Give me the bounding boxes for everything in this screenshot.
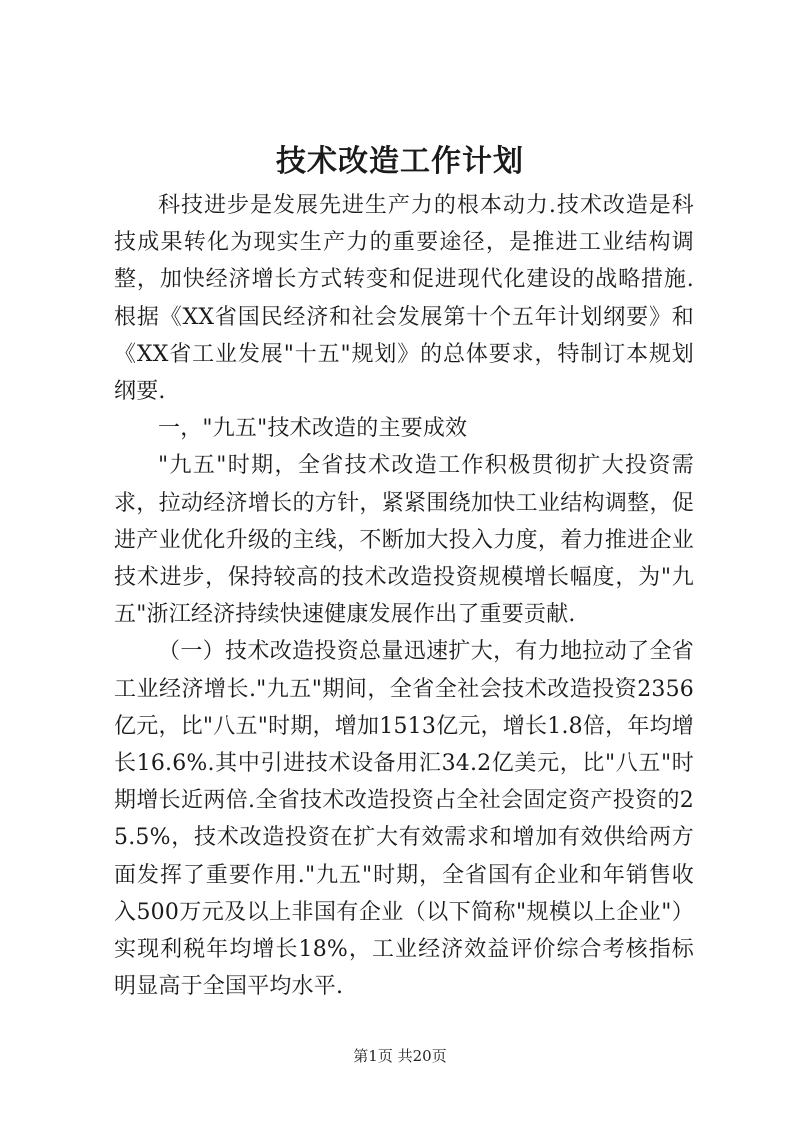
document-title: 技术改造工作计划 [276, 144, 524, 179]
section-heading: 一，"九五"技术改造的主要成效 [158, 416, 468, 442]
paragraph-overview: "九五"时期，全省技术改造工作积极贯彻扩大投资需求，拉动经济增长的方针，紧紧围绕加快工业结构调整，促进产业优化升级的主线，不断加大投入力度，着力推进企业技术进步，保持较高的技术改造投资规模增长幅度，为"九五"浙江经济持续快速健康发展作出了重要贡献. [114, 453, 694, 628]
paragraph-intro: 科技进步是发展先进生产力的根本动力.技术改造是科技成果转化为现实生产力的重要途径，是推进工业结构调整，加快经济增长方式转变和促进现代化建设的战略措施.根据《XX省国民经济和社会发展第十个五年计划纲要》和《XX省工业发展"十五"规划》的总体要求，特制订本规划纲要. [114, 193, 694, 405]
document-body [114, 187, 694, 1005]
paragraph-investment: （一）技术改造投资总量迅速扩大，有力地拉动了全省工业经济增长."九五"期间，全省全社会技术改造投资2356亿元，比"八五"时期，增加1513亿元，增长1.8倍，年均增长16.6%.其中引进技术设备用汇34.2亿美元，比"八五"时期增长近两倍.全省技术改造投资占全社会固定资产投资的25.5%，技术改造投资在扩大有效需求和增加有效供给两方面发挥了重要作用."九五"时期，全省国有企业和年销售收入500万元及以上非国有企业（以下简称"规模以上企业"）实现利税年均增长18%，工业经济效益评价综合考核指标明显高于全国平均水平. [114, 639, 694, 1000]
page-number-footer: 第1页 共20页 [353, 1047, 447, 1065]
